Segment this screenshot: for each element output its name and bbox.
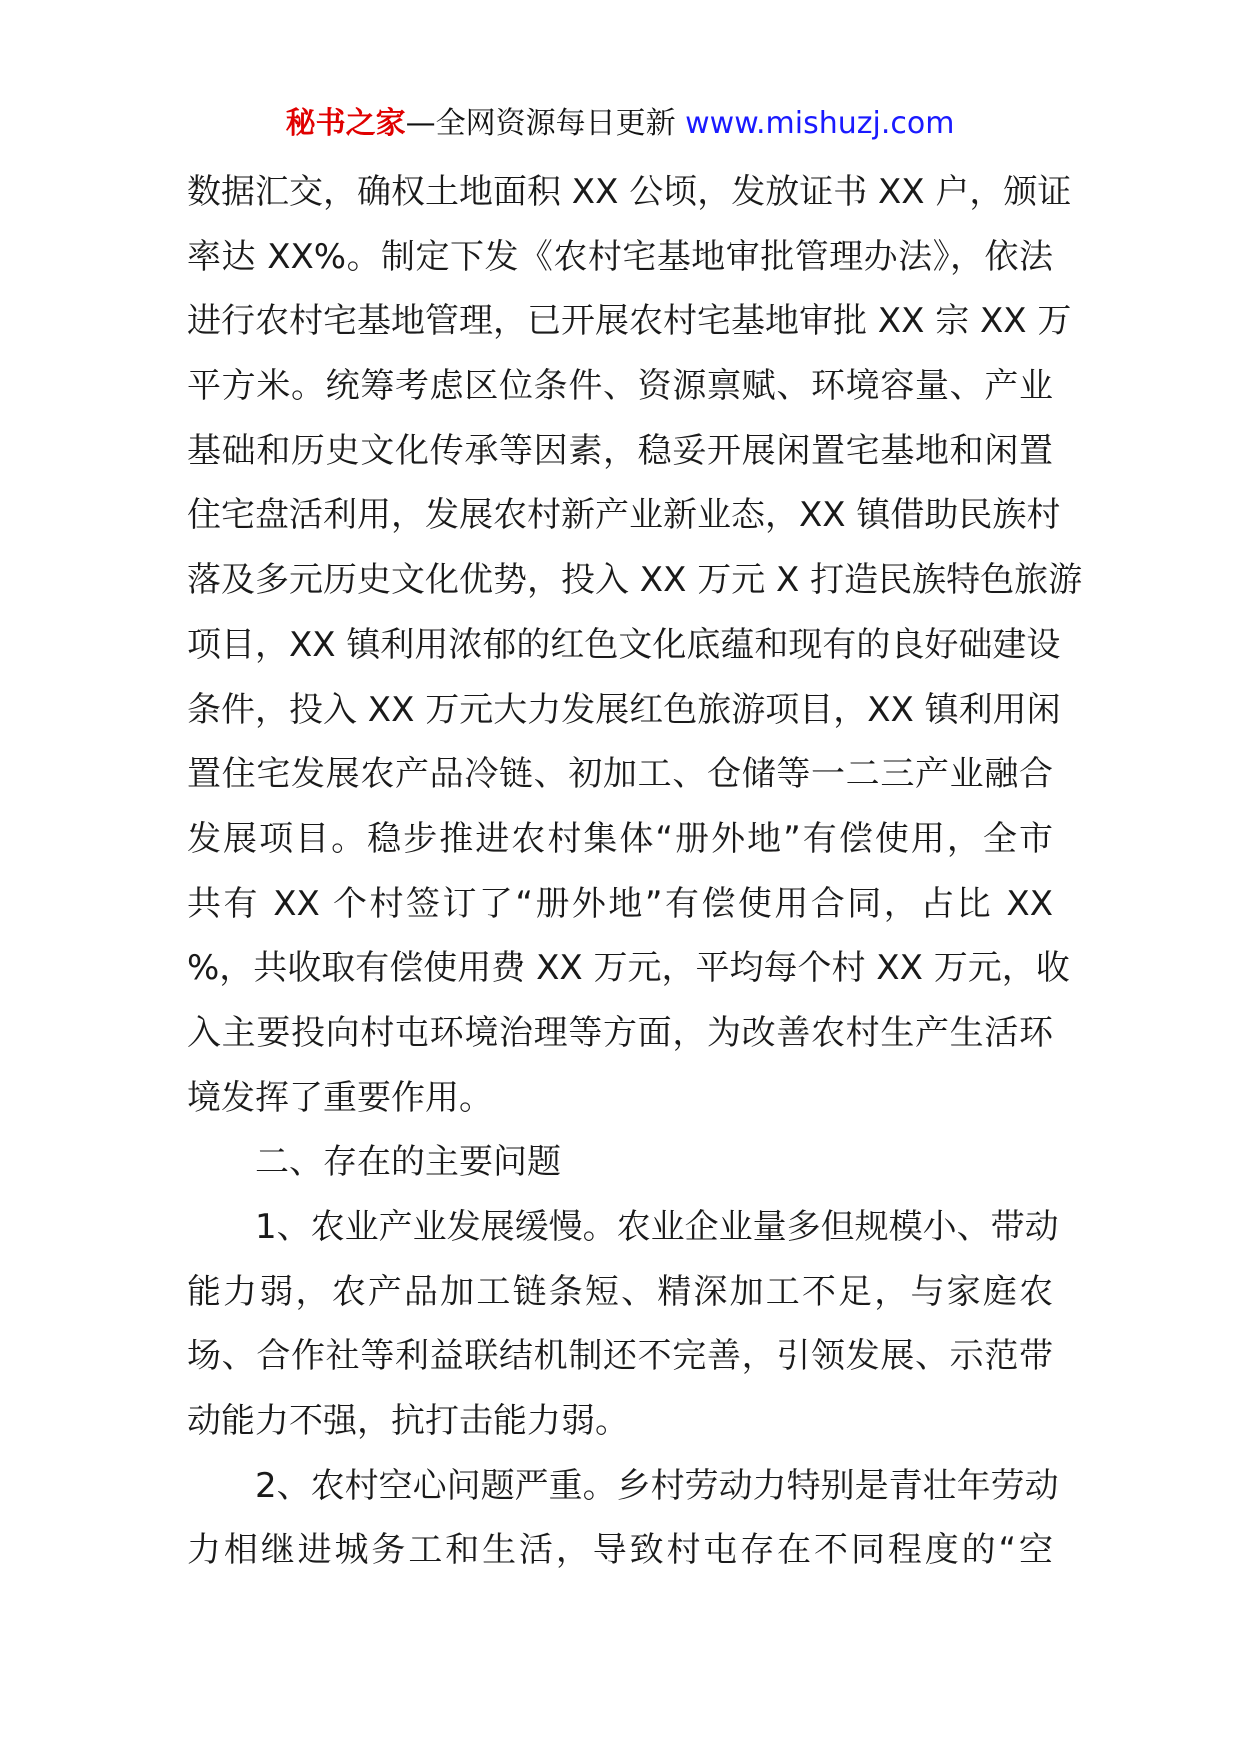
body-line: 2、农村空心问题严重。乡村劳动力特别是青壮年劳动 (255, 1465, 1059, 1506)
body-line: 条件，投入 XX 万元大力发展红色旅游项目，XX 镇利用闲 (187, 689, 1061, 730)
body-line: 住宅盘活利用，发展农村新产业新业态，XX 镇借助民族村 (187, 495, 1061, 536)
body-line: 力相继进城务工和生活，导致村屯存在不同程度的“空 (187, 1530, 1053, 1571)
body-line: 数据汇交，确权土地面积 XX 公顷，发放证书 XX 户，颁证 (187, 172, 1072, 212)
site-brand: 秘书之家 (285, 106, 406, 141)
body-line: 项目，XX 镇利用浓郁的红色文化底蕴和现有的良好础建设 (187, 624, 1061, 665)
body-line: %，共收取有偿使用费 XX 万元，平均每个村 XX 万元，收 (187, 948, 1070, 989)
body-line: 落及多元历史文化优势，投入 XX 万元 X 打造民族特色旅游 (187, 560, 1083, 601)
body-line: 1、农业产业发展缓慢。农业企业量多但规模小、带动 (255, 1207, 1059, 1247)
body-line: 共有 XX 个村签订了“册外地”有偿使用合同，占比 XX (187, 883, 1053, 924)
body-line: 率达 XX%。制定下发《农村宅基地审批管理办法》，依法 (187, 236, 1053, 277)
site-slogan: —全网资源每日更新 (405, 106, 676, 141)
body-line: 境发挥了重要作用。 (187, 1077, 493, 1118)
body-line: 能力弱，农产品加工链条短、精深加工不足，与家庭农 (187, 1271, 1053, 1312)
site-url[interactable]: www.mishuzj.com (685, 106, 955, 141)
site-header (0, 104, 1240, 144)
body-line: 发展项目。稳步推进农村集体“册外地”有偿使用，全市 (187, 818, 1053, 859)
body-line: 进行农村宅基地管理，已开展农村宅基地审批 XX 宗 XX 万 (187, 301, 1072, 342)
body-line: 动能力不强，抗打击能力弱。 (187, 1401, 629, 1442)
body-line: 入主要投向村屯环境治理等方面，为改善农村生产生活环 (187, 1012, 1053, 1053)
body-line: 基础和历史文化传承等因素，稳妥开展闲置宅基地和闲置 (187, 430, 1053, 471)
body-line: 场、合作社等利益联结机制还不完善，引领发展、示范带 (187, 1336, 1053, 1377)
section-heading: 二、存在的主要问题 (255, 1142, 561, 1183)
body-line: 平方米。统筹考虑区位条件、资源禀赋、环境容量、产业 (187, 366, 1053, 407)
document-body (187, 160, 1083, 1583)
body-line: 置住宅发展农产品冷链、初加工、仓储等一二三产业融合 (187, 754, 1053, 795)
